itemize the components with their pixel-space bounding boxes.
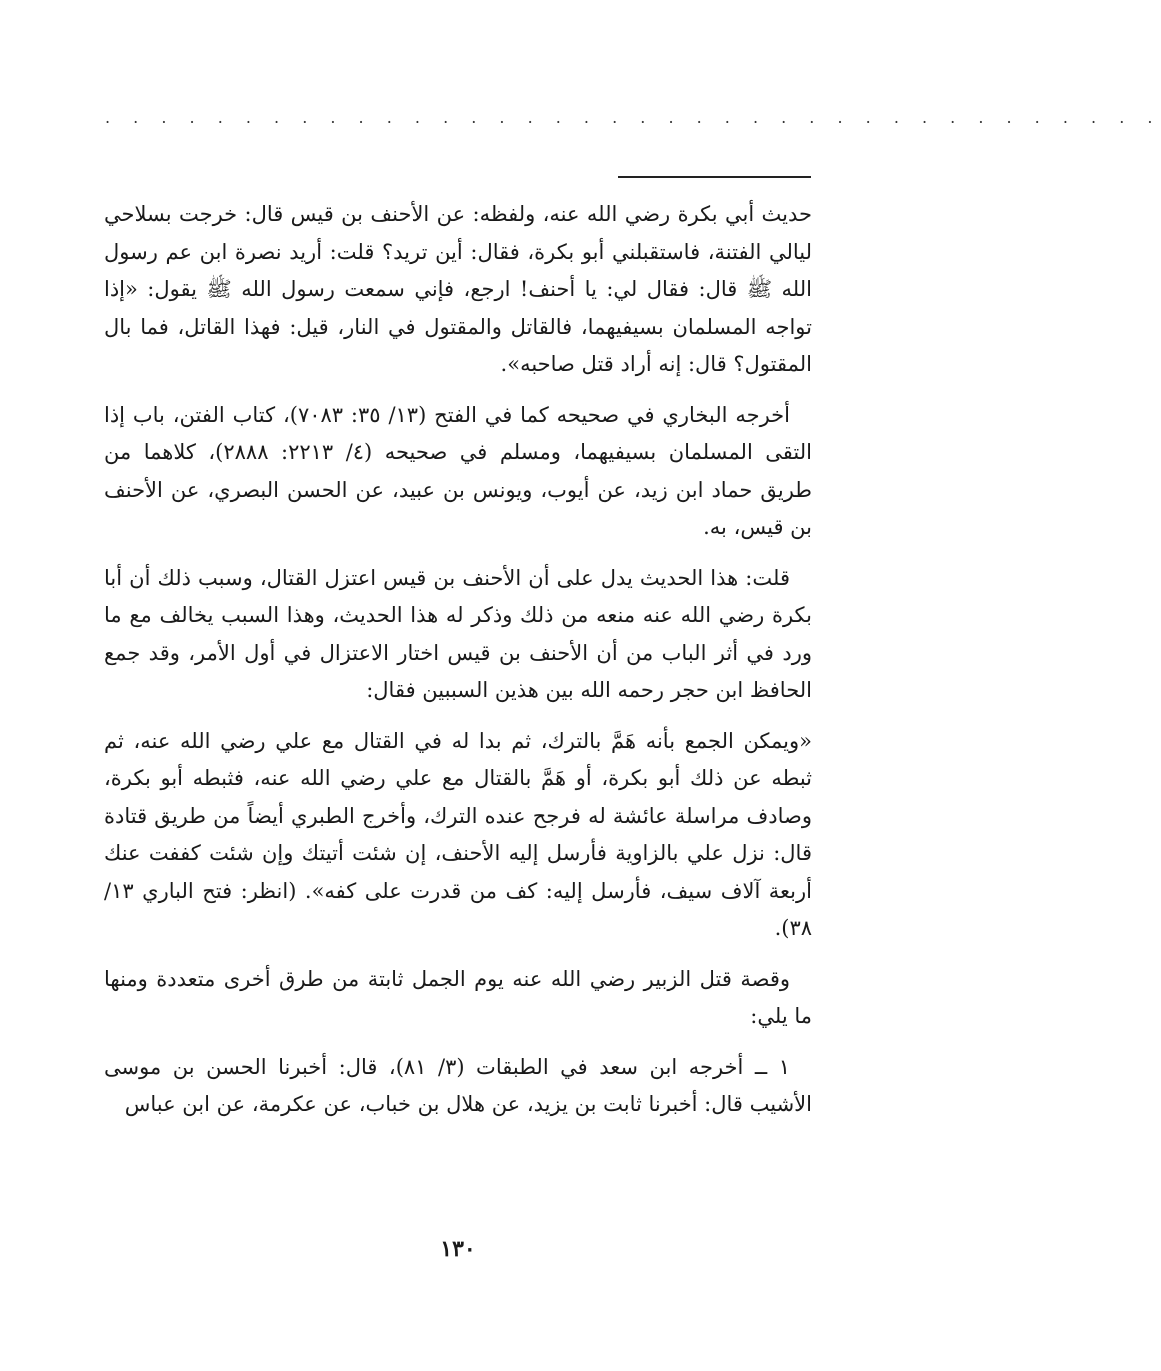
paragraph-takhrij: أخرجه البخاري في صحيحه كما في الفتح (١٣/ ٣٥: ٧٠٨٣)، كتاب الفتن، باب إذا التقى المسلمان بسيفيهما، ومسلم في صحيحه (٤/ ٢٢١٣: ٢٨٨٨)، كلاهما من طريق حماد ابن زيد، عن أيوب، ويونس بن عبيد، عن الحسن البصري، عن الأحنف بن قيس، به. — [104, 402, 812, 539]
paragraph-zubair: وقصة قتل الزبير رضي الله عنه يوم الجمل ثابتة من طرق أخرى متعددة ومنها ما يلي: — [104, 966, 812, 1028]
paragraph-hadith: حديث أبي بكرة رضي الله عنه، ولفظه: عن الأحنف بن قيس قال: خرجت بسلاحي ليالي الفتنة، فاستقبلني أبو بكرة، فقال: أين تريد؟ قلت: أريد نصرة ابن عم رسول الله ﷺ قال: فقال لي: يا أحنف! ارجع، فإني سمعت رسول الله ﷺ يقول: «إذا تواجه المسلمان بسيفيهما، فالقاتل والمقتول في النار، قيل: فهذا القاتل، فما بال المقتول؟ قال: إنه أراد قتل صاحبه». — [104, 202, 813, 376]
paragraph-quote: «ويمكن الجمع بأنه هَمَّ بالترك، ثم بدا له في القتال مع علي رضي الله عنه، ثم ثبطه عن ذلك أبو بكرة، أو هَمَّ بالقتال مع علي رضي الله عنه، فثبطه أبو بكرة، وصادف مراسلة عائشة له فرجح عنده الترك، وأخرج الطبري أيضاً من طريق قتادة قال: نزل علي بالزاوية فأرسل إليه الأحنف، إن شئت أتيتك وإن شئت كففت عنك أربعة آلاف سيف، فأرسل إليه: كف من قدرت على كفه». (انظر: فتح الباري ١٣/ ٣٨). — [104, 728, 812, 940]
footnote-text — [104, 196, 812, 1137]
paragraph-comment: قلت: هذا الحديث يدل على أن الأحنف بن قيس اعتزل القتال، وسبب ذلك أن أبا بكرة رضي الله عنه منعه من ذلك وذكر له هذا الحديث، وهذا السبب يخالف مع ما ورد في أثر الباب من أن الأحنف بن قيس اختار الاعتزال في أول الأمر، وقد جمع الحافظ ابن حجر رحمه الله بين هذين السببين فقال: — [104, 565, 812, 702]
page-number: ١٣٠ — [440, 1236, 476, 1262]
footnote-rule — [618, 176, 811, 178]
dotted-separator: . . . . . . . . . . . . . . . . . . . . . . . . . . . . . . . . . . . . . . — [105, 108, 1161, 127]
paragraph-numbered-1: ١ ــ أخرجه ابن سعد في الطبقات (٣/ ٨١)، قال: أخبرنا الحسن بن موسى الأشيب قال: أخبرنا ثابت بن يزيد، عن هلال بن خباب، عن عكرمة، عن ابن عباس — [104, 1054, 812, 1116]
